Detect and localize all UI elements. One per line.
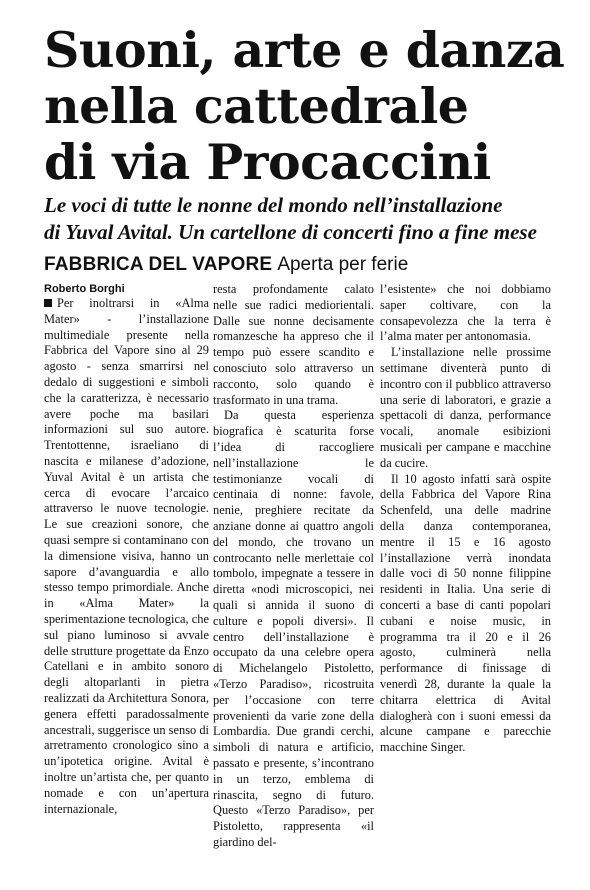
article-column-3 [380, 282, 551, 755]
headline-line: Suoni, arte e danza [44, 21, 565, 79]
subtitle-line: Le voci di tutte le nonne del mondo nell’installazione [44, 193, 503, 217]
paragraph-text: Per inoltrarsi in «Alma Mater» - l’installazione multimediale presente nella Fabbrica del Vapore sino al 29 agosto - senza smarrirsi nel dedalo di suggestioni e simboli che la caratterizza, è necessario avere poche ma basilari informazioni sul suo autore. Trentottenne, israeliano di nascita e milanese d’adozione, Yuval Avital è un artista che cerca di evocare l’arcaico attraverso le nuove tecnologie. Le sue creazioni sonore, che quasi sempre si contaminano con la dimensione visiva, hanno un sapore d’avanguardia e allo stesso tempo primordiale. Anche in «Alma Mater» la sperimentazione tecnologica, che sul piano luminoso si avvale delle strutture progettate da Enzo Catellani e in ambito sonoro degli altoparlanti in pietra realizzati da Architettura Sonora, genera effetti paradossalmente ancestrali, suggerisce un senso di arretramento cronologico sino a un’ipotetica origine. Avital è inoltre un’artista che, per quanto nomade e con un’apertura internazionale, [44, 296, 209, 816]
subtitle [44, 192, 584, 246]
kicker-venue: FABBRICA DEL VAPORE [44, 254, 273, 275]
lead-square-icon [44, 299, 52, 307]
paragraph: Da questa esperienza biografica è scaturita forse l’idea di raccogliere nell’installazione le testimonianze vocali di centinaia di nonne: favole, nenie, preghiere recitate da anziane donne ai quattro angoli del mondo, che trovano un controcanto nelle merlettaie col tombolo, impegnate a tessere in diretta «nodi microscopici, nei quali si annida il suono di culture e popoli diversi». Il centro dell’installazione è occupato da una celebre opera di Michelangelo Pistoletto, «Terzo Paradiso», ricostruita per l’occasione con terre provenienti da varie zone della Lombardia. Due grandi cerchi, simboli di natura e artificio, passato e presente, s’incontrano in un terzo, emblema di rinascita, segno di futuro. Questo «Terzo Paradiso», per Pistoletto, rappresenta «il giardino del- [213, 408, 374, 849]
paragraph: L’installazione nelle prossime settimane diventerà punto di incontro con il pubblico attraverso una serie di laboratori, e grazie a spettacoli di danza, performance vocali, anomale esibizioni musicali per campane e macchine da cucire. [380, 345, 551, 470]
kicker-tagline: Aperta per ferie [277, 254, 409, 275]
headline [44, 22, 574, 190]
subtitle-line: di Yuval Avital. Un cartellone di concerti fino a fine mese [44, 220, 537, 244]
headline-line: nella cattedrale [44, 77, 469, 135]
section-kicker [44, 254, 408, 276]
paragraph: Il 10 agosto infatti sarà ospite della Fabbrica del Vapore Rina Schenfeld, una delle madrine della danza contemporanea, mentre il 15 e 16 agosto l’installazione verrà inondata dalle voci di 50 nonne filippine residenti in Italia. Una serie di concerti a base di canti popolari cubani e noise music, in programma tra il 20 e il 26 agosto, culminerà nella performance di finissage di venerdì 28, durante la quale la chitarra elettrica di Avital dialogherà con i suoni emessi da alcune campane e parecchie macchine Singer. [380, 471, 551, 755]
article-column-2 [213, 282, 374, 849]
article-column-1 [44, 296, 209, 856]
paragraph [44, 296, 209, 817]
paragraph: resta profondamente calato nelle sue radici mediorientali. Dalle sue nonne decisamente romanzesche ha appreso che il tempo può essere scandito e conosciuto solo attraverso un racconto, solo quando è trasformato in una trama. [213, 282, 374, 407]
paragraph: l’esistente» che noi dobbiamo saper coltivare, con la consapevolezza che la terra è l’alma mater per antonomasia. [380, 282, 551, 344]
byline: Roberto Borghi [44, 283, 125, 295]
headline-line: di via Procaccini [44, 133, 491, 191]
